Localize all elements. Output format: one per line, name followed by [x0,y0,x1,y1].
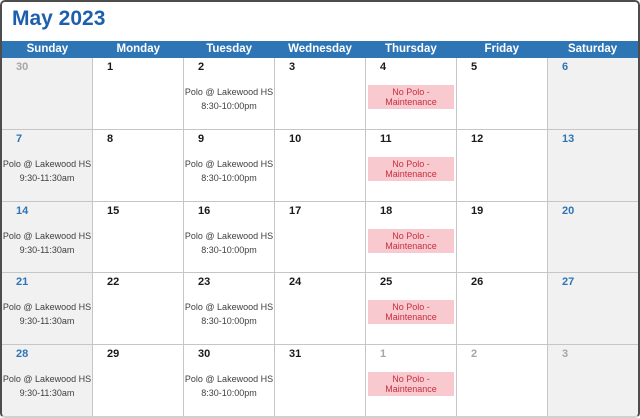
day-cell-5-31[interactable] [275,345,365,416]
date-number: 17 [289,204,302,217]
day-cell-1-1[interactable] [93,58,183,129]
date-number: 10 [289,132,302,145]
date-number: 22 [107,276,120,289]
date-number: 3 [289,61,296,73]
date-number: 11 [380,132,392,145]
polo-event-line: Polo @ Lakewood HS [2,230,92,241]
date-number: 30 [16,61,29,73]
day-cell-4-26[interactable] [457,273,547,344]
day-cell-2-7[interactable] [2,130,92,201]
dow-header-friday: Friday [484,43,519,55]
day-cell-3-20[interactable] [548,202,638,273]
day-cell-2-12[interactable] [457,130,547,201]
polo-event-line: 8:30-10:00pm [201,388,257,399]
polo-event-line: 8:30-10:00pm [201,316,257,327]
day-cell-5-29[interactable] [93,345,183,416]
polo-event[interactable] [184,372,274,400]
day-cell-3-16[interactable] [184,202,274,273]
date-number: 21 [16,276,29,289]
polo-event-line: Polo @ Lakewood HS [2,158,92,169]
date-number: 5 [471,61,478,73]
polo-event-line: Polo @ Lakewood HS [184,87,274,97]
date-number: 6 [562,61,569,73]
day-cell-2-8[interactable] [93,130,183,201]
polo-event-line: Polo @ Lakewood HS [184,230,274,241]
day-cell-4-23[interactable] [184,273,274,344]
date-number: 31 [289,348,302,361]
date-number: 13 [562,132,575,145]
date-number: 16 [198,204,211,217]
polo-event-line: 8:30-10:00pm [201,101,257,111]
day-cell-1-30[interactable] [2,58,92,129]
dow-header-sunday: Sunday [26,43,69,55]
title-bar [2,2,638,41]
no-polo-maintenance-event[interactable]: No Polo - Maintenance [368,85,454,109]
day-cell-4-22[interactable] [93,273,183,344]
polo-event-line: 9:30-11:30am [19,316,75,327]
polo-event-line: Polo @ Lakewood HS [184,374,274,385]
date-number: 1 [380,348,387,361]
day-cell-3-19[interactable] [457,202,547,273]
polo-event-line: Polo @ Lakewood HS [184,158,274,169]
day-cell-4-24[interactable] [275,273,365,344]
day-cell-5-3[interactable] [548,345,638,416]
dow-header-wednesday: Wednesday [288,43,352,55]
date-number: 7 [16,132,23,145]
no-polo-maintenance-event[interactable]: No Polo - Maintenance [368,372,454,396]
page-title: May 2023 [12,7,106,30]
date-number: 4 [380,61,387,73]
polo-event[interactable] [2,157,92,185]
polo-event[interactable] [184,85,274,113]
day-cell-3-14[interactable] [2,202,92,273]
dow-header-thursday: Thursday [384,43,437,55]
polo-event[interactable] [184,300,274,328]
date-number: 3 [562,348,569,361]
polo-event[interactable] [2,229,92,257]
polo-event-line: 8:30-10:00pm [201,172,257,183]
date-number: 8 [107,132,114,145]
date-number: 1 [107,61,114,73]
day-of-week-header-row [2,41,638,58]
dow-header-saturday: Saturday [567,43,618,55]
date-number: 24 [289,276,302,289]
day-cell-1-6[interactable] [548,58,638,129]
day-cell-1-4[interactable] [366,58,456,129]
day-cell-3-17[interactable] [275,202,365,273]
polo-event[interactable] [2,372,92,400]
day-cell-1-5[interactable] [457,58,547,129]
day-cell-5-1[interactable] [366,345,456,416]
polo-event-line: 9:30-11:30am [19,244,75,255]
date-number: 15 [107,204,120,217]
date-number: 20 [562,204,575,217]
day-cell-2-11[interactable] [366,130,456,201]
day-cell-5-28[interactable] [2,345,92,416]
day-cell-5-30[interactable] [184,345,274,416]
polo-event-line: 8:30-10:00pm [201,244,257,255]
date-number: 2 [471,348,478,361]
date-number: 26 [471,276,484,289]
dow-header-monday: Monday [116,43,160,55]
day-cell-2-13[interactable] [548,130,638,201]
no-polo-maintenance-event[interactable]: No Polo - Maintenance [368,300,454,324]
date-number: 27 [562,276,575,289]
date-number: 28 [16,348,29,361]
polo-event-line: Polo @ Lakewood HS [2,302,92,313]
polo-event[interactable] [184,157,274,185]
polo-event-line: Polo @ Lakewood HS [2,374,92,385]
day-cell-2-10[interactable] [275,130,365,201]
date-number: 23 [198,276,211,289]
date-number: 12 [471,132,484,145]
day-cell-3-18[interactable] [366,202,456,273]
no-polo-maintenance-event[interactable]: No Polo - Maintenance [368,229,454,253]
day-cell-1-3[interactable] [275,58,365,129]
date-number: 29 [107,348,120,361]
day-cell-4-27[interactable] [548,273,638,344]
date-number: 14 [16,204,29,217]
polo-event[interactable] [184,229,274,257]
day-cell-4-25[interactable] [366,273,456,344]
calendar-grid [2,58,638,416]
date-number: 25 [380,276,393,289]
date-number: 19 [471,204,484,217]
day-cell-5-2[interactable] [457,345,547,416]
date-number: 18 [380,204,393,217]
polo-event-line: Polo @ Lakewood HS [184,302,274,313]
day-cell-4-21[interactable] [2,273,92,344]
polo-event[interactable] [2,300,92,328]
day-cell-1-2[interactable] [184,58,274,129]
date-number: 9 [198,132,205,145]
polo-event-line: 9:30-11:30am [19,172,75,183]
date-number: 30 [198,348,211,361]
polo-event-line: 9:30-11:30am [19,388,75,399]
date-number: 2 [198,61,205,73]
day-cell-2-9[interactable] [184,130,274,201]
day-cell-3-15[interactable] [93,202,183,273]
dow-header-tuesday: Tuesday [206,43,253,55]
no-polo-maintenance-event[interactable]: No Polo - Maintenance [368,157,454,181]
